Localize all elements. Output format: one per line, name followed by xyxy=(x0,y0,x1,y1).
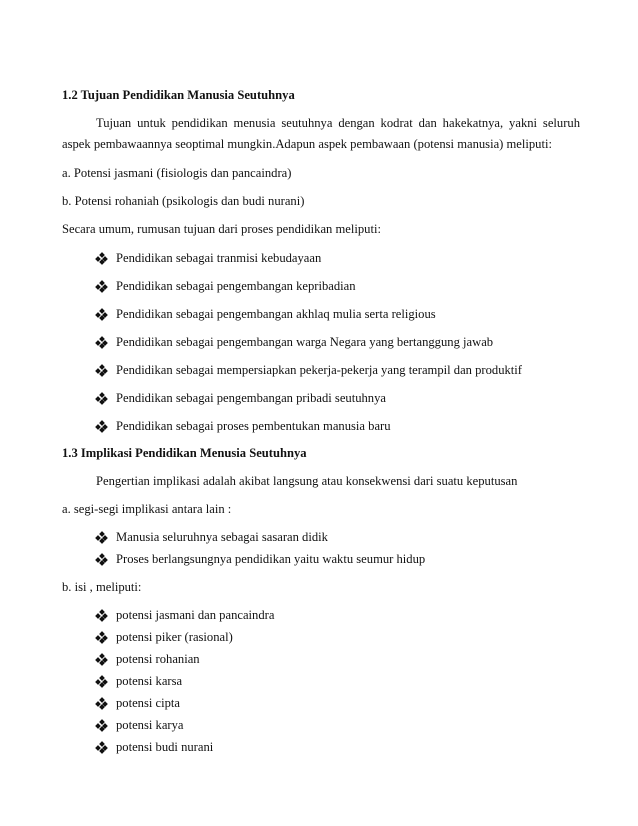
list-item xyxy=(96,335,493,350)
bullet-text: Pendidikan sebagai pengembangan kepribadian xyxy=(116,279,356,293)
diamond-bullet-icon xyxy=(96,532,107,543)
bullet-text: Manusia seluruhnya sebagai sasaran didik xyxy=(116,530,328,544)
list-item xyxy=(96,696,180,711)
diamond-bullet-icon xyxy=(96,720,107,731)
bullet-text: Pendidikan sebagai pengembangan pribadi seutuhnya xyxy=(116,391,386,405)
definition-text: Pengertian implikasi adalah akibat langsung atau konsekwensi dari suatu keputusan xyxy=(96,474,518,488)
list-item xyxy=(96,608,274,623)
list-item-b: b. isi , meliputi: xyxy=(62,580,142,594)
bullet-text: potensi karya xyxy=(116,718,184,732)
paragraph-line-2: aspek pembawaannya seoptimal mungkin.Adapun aspek pembawaan (potensi manusia) meliputi: xyxy=(62,137,552,151)
list-item-a: a. segi-segi implikasi antara lain : xyxy=(62,502,232,516)
bullet-text: potensi cipta xyxy=(116,696,181,710)
bullet-text: Pendidikan sebagai mempersiapkan pekerja-pekerja yang terampil dan produktif xyxy=(116,363,523,377)
diamond-bullet-icon xyxy=(96,421,107,432)
list-item xyxy=(96,740,213,755)
list-item xyxy=(96,279,356,294)
diamond-bullet-icon xyxy=(96,337,107,348)
diamond-bullet-icon xyxy=(96,281,107,292)
bullet-text: Pendidikan sebagai pengembangan akhlaq mulia serta religious xyxy=(116,307,436,321)
list-item-a: a. Potensi jasmani (fisiologis dan pancaindra) xyxy=(62,166,292,180)
diamond-bullet-icon xyxy=(96,698,107,709)
diamond-bullet-icon xyxy=(96,676,107,687)
list-item xyxy=(96,307,436,322)
list-item-b: b. Potensi rohaniah (psikologis dan budi nurani) xyxy=(62,194,305,208)
list-item xyxy=(96,419,391,434)
bullet-text: Pendidikan sebagai proses pembentukan manusia baru xyxy=(116,419,391,433)
list-item xyxy=(96,630,233,645)
bullet-text: potensi piker (rasional) xyxy=(116,630,233,644)
list-item xyxy=(96,552,425,567)
bullet-text: Pendidikan sebagai tranmisi kebudayaan xyxy=(116,251,322,265)
diamond-bullet-icon xyxy=(96,253,107,264)
diamond-bullet-icon xyxy=(96,393,107,404)
diamond-bullet-icon xyxy=(96,742,107,753)
bullet-text: potensi budi nurani xyxy=(116,740,214,754)
list-item xyxy=(96,363,522,378)
diamond-bullet-icon xyxy=(96,365,107,376)
section-heading-1-2: 1.2 Tujuan Pendidikan Manusia Seutuhnya xyxy=(62,88,295,102)
diamond-bullet-icon xyxy=(96,554,107,565)
bullet-text: potensi karsa xyxy=(116,674,183,688)
section-heading-1-3: 1.3 Implikasi Pendidikan Menusia Seutuhnya xyxy=(62,446,307,460)
paragraph-line-1: Tujuan untuk pendidikan menusia seutuhnya dengan kodrat dan hakekatnya, yakni seluruh xyxy=(96,116,580,130)
list-item xyxy=(96,674,182,689)
list-item xyxy=(96,251,321,266)
diamond-bullet-icon xyxy=(96,309,107,320)
diamond-bullet-icon xyxy=(96,632,107,643)
summary-text: Secara umum, rumusan tujuan dari proses pendidikan meliputi: xyxy=(62,222,381,236)
list-item xyxy=(96,652,200,667)
list-item xyxy=(96,718,184,733)
bullet-text: potensi jasmani dan pancaindra xyxy=(116,608,275,622)
list-item xyxy=(96,530,328,545)
bullet-text: Pendidikan sebagai pengembangan warga Negara yang bertanggung jawab xyxy=(116,335,494,349)
list-item xyxy=(96,391,386,406)
diamond-bullet-icon xyxy=(96,654,107,665)
bullet-text: Proses berlangsungnya pendidikan yaitu waktu seumur hidup xyxy=(116,552,426,566)
bullet-text: potensi rohanian xyxy=(116,652,200,666)
diamond-bullet-icon xyxy=(96,610,107,621)
